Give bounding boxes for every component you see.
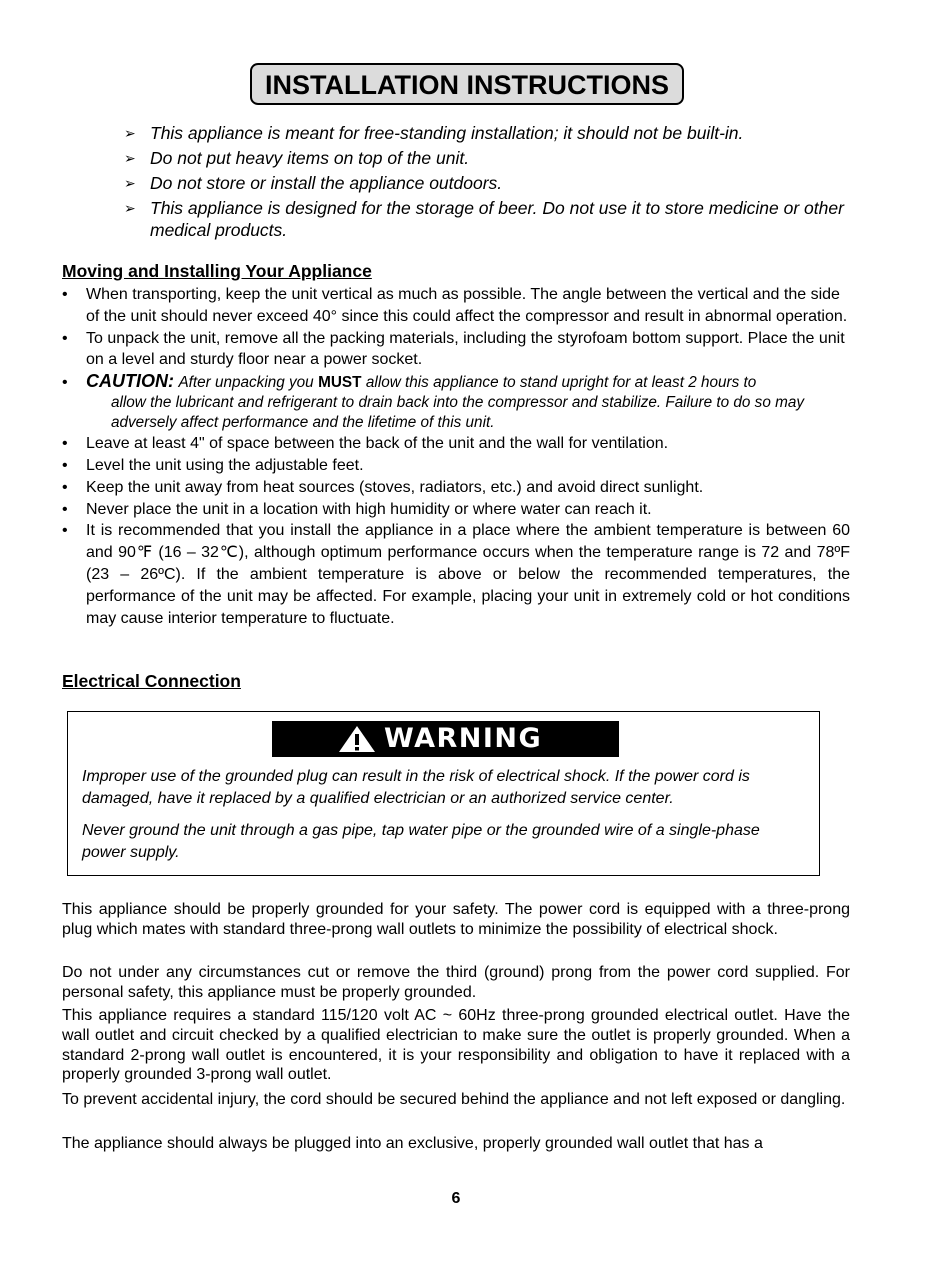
body-paragraph: The appliance should always be plugged into an exclusive, properly grounded wall outlet that has a xyxy=(62,1135,763,1152)
warning-label: WARNING xyxy=(384,723,543,754)
arrow-bullet-icon: ➢ xyxy=(124,125,136,141)
warning-box xyxy=(67,711,820,876)
body-paragraph: Do not under any circumstances cut or remove the third (ground) prong from the power cord supplied. For personal safety, this appliance must be properly grounded. xyxy=(62,964,850,1001)
caution-item: • CAUTION: After unpacking you MUST allow this appliance to stand upright for at least 2 hours to allow the lubricant and refrigerant to drain back into the compressor and stabilize. Failure to do so may adversely affect performance and the lifetime of this unit. xyxy=(62,371,850,433)
moving-heading: Moving and Installing Your Appliance xyxy=(62,261,372,281)
bullet-icon: • xyxy=(62,329,68,347)
caution-label: CAUTION: xyxy=(86,371,174,392)
bullet-icon: • xyxy=(62,374,68,392)
body-paragraph: This appliance requires a standard 115/120 volt AC ~ 60Hz three-prong grounded electrical outlet. Have the wall outlet and circuit checked by a qualified electrician to make sure the outlet is properly grounded. When a standard 2-prong wall outlet is encountered, it is your responsibility and obligation to have it replaced with a properly grounded 3-prong wall outlet. xyxy=(62,1007,850,1084)
warning-triangle-icon xyxy=(338,725,376,753)
intro-list xyxy=(120,122,860,244)
intro-item: ➢ Do not put heavy items on top of the unit. xyxy=(124,148,470,168)
page-title: INSTALLATION INSTRUCTIONS xyxy=(250,63,684,105)
bullet-icon: • xyxy=(62,478,68,496)
moving-list xyxy=(62,284,850,629)
warning-banner xyxy=(272,721,619,757)
bullet-icon: • xyxy=(62,435,68,453)
page-number: 6 xyxy=(451,1190,461,1207)
bullet-icon: • xyxy=(62,456,68,474)
caution-text: allow the lubricant and refrigerant to drain back into the compressor and stabilize. Failure to do so may adversely affect performance and the lifetime of this unit. xyxy=(111,394,804,432)
body-paragraph: This appliance should be properly grounded for your safety. The power cord is equipped with a three-prong plug which mates with standard three-prong wall outlets to minimize the possibility of electrical shock. xyxy=(62,901,850,938)
intro-item: ➢ Do not store or install the appliance outdoors. xyxy=(124,173,503,193)
list-item: • Level the unit using the adjustable feet. xyxy=(62,455,850,477)
arrow-bullet-icon: ➢ xyxy=(124,150,136,166)
warning-text: Never ground the unit through a gas pipe, tap water pipe or the grounded wire of a single-phase power supply. xyxy=(82,822,760,861)
bullet-icon: • xyxy=(62,500,68,518)
must-emphasis: MUST xyxy=(318,374,362,392)
arrow-bullet-icon: ➢ xyxy=(124,175,136,191)
intro-item: ➢ This appliance is meant for free-standing installation; it should not be built-in. xyxy=(124,123,744,143)
bullet-icon: • xyxy=(62,522,68,540)
list-item: • It is recommended that you install the appliance in a place where the ambient temperature is between 60 and 90℉ (16 – 32℃), although optimum performance occurs when the temperature range is 72 and 78ºF (23 – 26ºC). If the ambient temperature is above or below the recommended temperatures, the performance of the unit may be affected. For example, placing your unit in extremely cold or hot conditions may cause interior temperature to fluctuate. xyxy=(62,522,850,627)
list-item: • When transporting, keep the unit vertical as much as possible. The angle between the vertical and the side of the unit should never exceed 40° since this could affect the compressor and result in abnormal operation. xyxy=(62,286,848,325)
list-item: • To unpack the unit, remove all the packing materials, including the styrofoam bottom support. Place the unit on a level and sturdy floor near a power socket. xyxy=(62,329,845,369)
electrical-heading: Electrical Connection xyxy=(62,671,241,691)
arrow-bullet-icon: ➢ xyxy=(124,200,136,216)
list-item: • Keep the unit away from heat sources (stoves, radiators, etc.) and avoid direct sunlight. xyxy=(62,477,850,499)
list-item: • Never place the unit in a location with high humidity or where water can reach it. xyxy=(62,499,850,521)
bullet-icon: • xyxy=(62,286,68,303)
body-paragraph: To prevent accidental injury, the cord should be secured behind the appliance and not left exposed or dangling. xyxy=(62,1091,846,1108)
warning-text: Improper use of the grounded plug can result in the risk of electrical shock. If the power cord is damaged, have it replaced by a qualified electrician or an authorized service center. xyxy=(82,768,750,807)
list-item: • Leave at least 4" of space between the back of the unit and the wall for ventilation. xyxy=(62,433,850,455)
intro-item: ➢ This appliance is designed for the storage of beer. Do not use it to store medicine or other medical products. xyxy=(124,198,844,240)
